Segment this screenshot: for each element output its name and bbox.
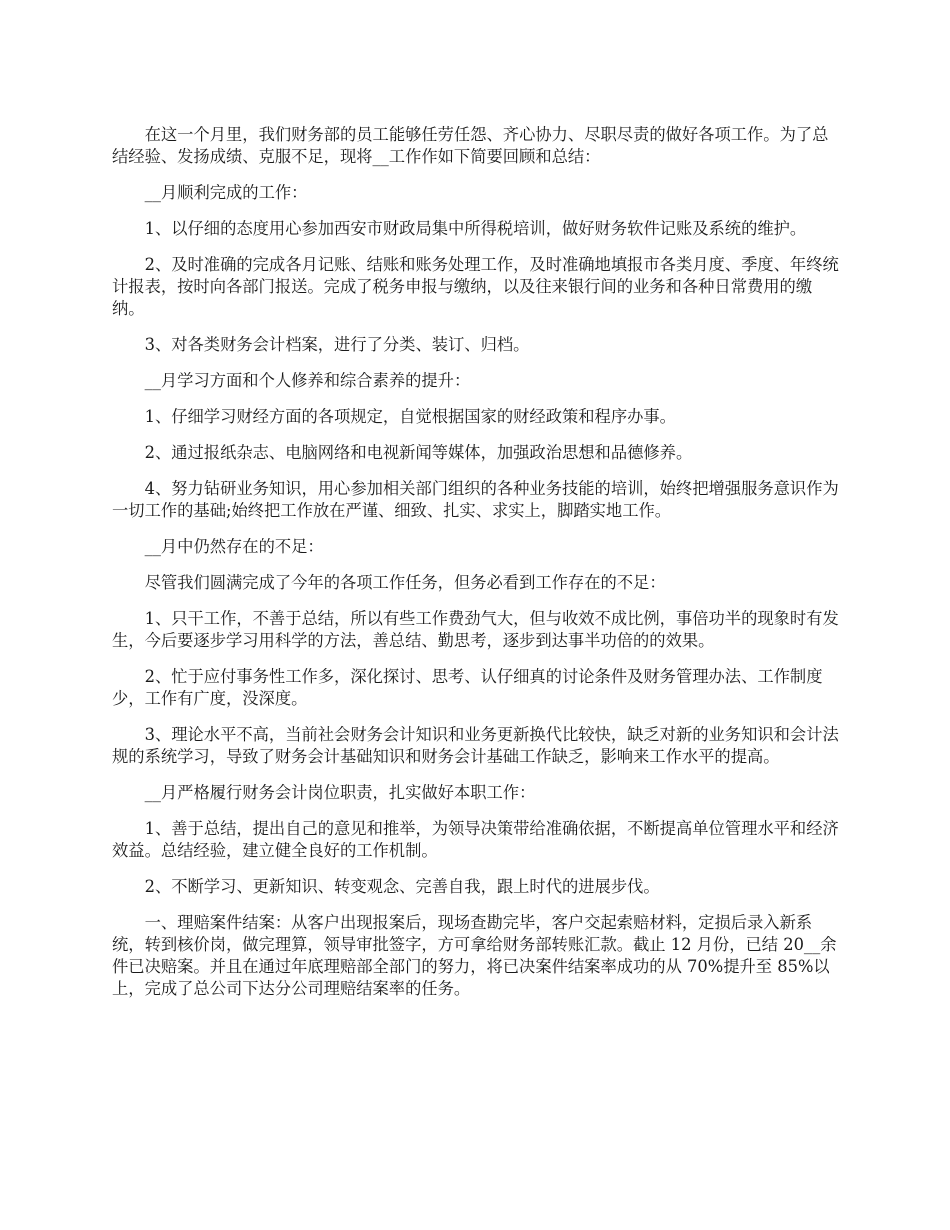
section-heading-learning: __月学习方面和个人修养和综合素养的提升：: [144, 371, 471, 390]
section-heading-shortcomings: __月中仍然存在的不足：: [144, 537, 324, 556]
document-body: [112, 124, 842, 1014]
paragraph-item: 2、忙于应付事务性工作多，深化探讨、思考、认仔细真的讨论条件及财务管理办法、工作制度少，工作有广度，没深度。: [112, 667, 823, 708]
paragraph-item: 2、及时准确的完成各月记账、结账和账务处理工作，及时准确地填报市各类月度、季度、年终统计报表，按时向各部门报送。完成了税务申报与缴纳，以及往来银行间的业务和各种日常费用的缴纳。: [112, 255, 839, 318]
paragraph-item: 2、不断学习、更新知识、转变观念、完善自我，跟上时代的进展步伐。: [144, 877, 660, 896]
paragraph-item: 1、以仔细的态度用心参加西安市财政局集中所得税培训，做好财务软件记账及系统的维护。: [144, 219, 807, 238]
paragraph-item: 2、通过报纸杂志、电脑网络和电视新闻等媒体，加强政治思想和品德修养。: [144, 443, 693, 462]
paragraph-item: 1、善于总结，提出自己的意见和推举，为领导决策带给准确依据，不断提高单位管理水平和经济效益。总结经验，建立健全良好的工作机制。: [112, 819, 839, 860]
paragraph-item: 3、理论水平不高，当前社会财务会计知识和业务更新换代比较快，缺乏对新的业务知识和会计法规的系统学习，导致了财务会计基础知识和财务会计基础工作缺乏，影响来工作水平的提高。: [112, 725, 839, 766]
section-heading-completed-work: __月顺利完成的工作：: [144, 183, 308, 202]
paragraph-item: 1、只干工作，不善于总结，所以有些工作费劲气大，但与收效不成比例，事倍功半的现象时有发生，今后要逐步学习用科学的方法，善总结、勤思考，逐步到达事半功倍的的效果。: [112, 609, 839, 650]
paragraph-item: 4、努力钻研业务知识，用心参加相关部门组织的各种业务技能的培训，始终把增强服务意识作为一切工作的基础;始终把工作放在严谨、细致、扎实、求实上，脚踏实地工作。: [112, 479, 839, 520]
section-heading-duties: __月严格履行财务会计岗位职责，扎实做好本职工作：: [144, 783, 536, 802]
paragraph-item: 尽管我们圆满完成了今年的各项工作任务，但务必看到工作存在的不足：: [144, 573, 666, 592]
paragraph-item: 3、对各类财务会计档案，进行了分类、装订、归档。: [144, 335, 530, 354]
paragraph-item: 1、仔细学习财经方面的各项规定，自觉根据国家的财经政策和程序办事。: [144, 407, 676, 426]
paragraph-intro: 在这一个月里，我们财务部的员工能够任劳任怨、齐心协力、尽职尽责的做好各项工作。为了总结经验、发扬成绩、克服不足，现将__工作作如下简要回顾和总结：: [112, 125, 829, 166]
paragraph-claims-settlement: 一、理赔案件结案：从客户出现报案后，现场查勘完毕，客户交起索赔材料，定损后录入新系统，转到核价岗，做完理算，领导审批签字，方可拿给财务部转账汇款。截止 12 月份，已结 20__余件已决赔案。并且在通过年底理赔部全部门的努力，将已决案件结案率成功的从 70%提升至 85%以上，完成了总公司下达分公司理赔结案率的任务。: [112, 913, 837, 998]
